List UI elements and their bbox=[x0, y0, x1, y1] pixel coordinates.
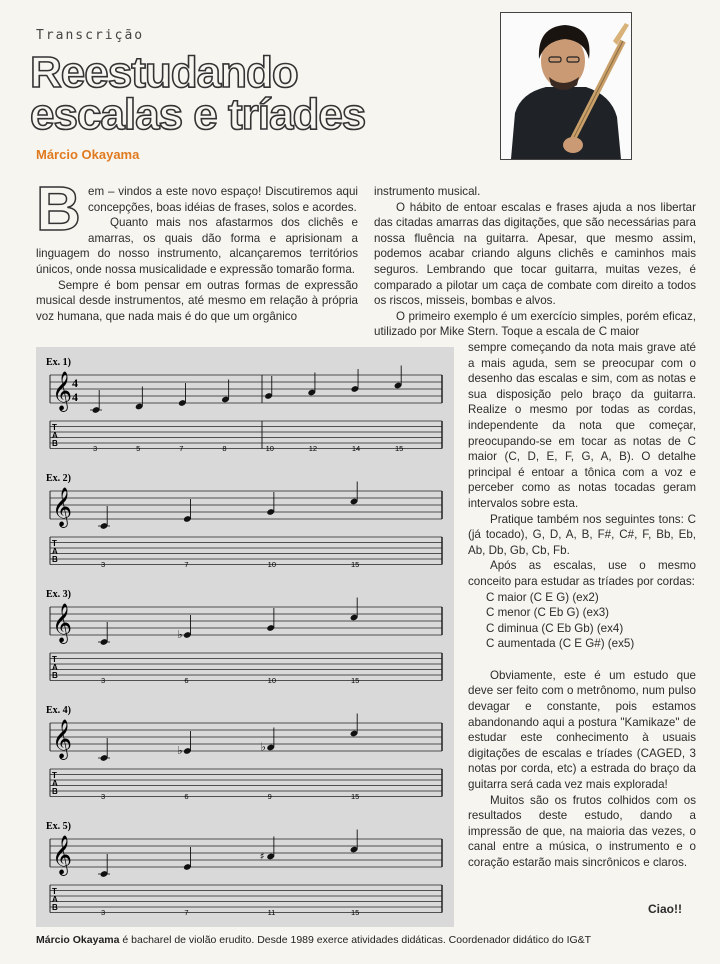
title-line-1: Reestudando bbox=[30, 48, 298, 97]
fret-number: 15 bbox=[351, 792, 360, 801]
flat-icon: ♭ bbox=[260, 740, 266, 754]
fret-number: 10 bbox=[267, 676, 277, 685]
title-line-2: escalas e tríades bbox=[30, 90, 366, 139]
guitarist-photo-icon bbox=[501, 13, 631, 159]
bio-text: é bacharel de violão erudito. Desde 1989 exerce atividades didáticas. Coordenador didático do IG&T bbox=[119, 934, 592, 946]
treble-clef-icon: 𝄞 bbox=[52, 835, 73, 875]
example-label: Ex. 4) bbox=[46, 705, 71, 716]
paragraph-keys: Pratique também nos seguintes tons: C (já tocado), G, D, A, B, F#, C#, F, Bb, Eb, Ab, Db, Gb, Cb, Fb. bbox=[468, 512, 696, 557]
triad-list bbox=[468, 590, 696, 652]
paragraph-expression: Sempre é bom pensar em outras formas de expressão musical desde instrumentos, até mesmo em relação à própria voz humana, que nada mais é do que um orgânico bbox=[36, 278, 358, 323]
tab-letter: A bbox=[52, 895, 58, 904]
fret-number: 14 bbox=[351, 444, 361, 453]
column-left bbox=[36, 175, 358, 324]
paragraph-metronome: Obviamente, este é um estudo que deve ser feito com o metrônomo, num pulso devagar e constante, pois estamos abandonando aqui a postura "Kamikaze" de estudar este conhecimento à usuais digitações de escalas e tríades (CAGED, 3 notas por corda, etc) a estrada do braço da guitarra será cada vez mais explorada! bbox=[468, 668, 696, 792]
fret-number: 15 bbox=[351, 560, 360, 569]
notation-svg bbox=[36, 347, 454, 927]
tab-letter: B bbox=[52, 787, 58, 796]
fret-number: 10 bbox=[265, 444, 274, 453]
fret-number: 5 bbox=[136, 444, 141, 453]
time-signature-top: 4 bbox=[72, 376, 78, 390]
fret-number: 6 bbox=[184, 792, 189, 801]
tab-letter: T bbox=[52, 423, 57, 432]
triad-item: C aumentada (C E G#) (ex5) bbox=[486, 637, 635, 651]
example-label: Ex. 3) bbox=[46, 589, 71, 600]
tab-letter: B bbox=[52, 555, 58, 564]
fret-number: 6 bbox=[184, 676, 189, 685]
paragraph-habit: O hábito de entoar escalas e frases ajuda a nos libertar das citadas amarras das digitações, que são necessárias para nossa fluência na guitarra. Apesar, que mesmo assim, podemos acabar criando alguns clichês e caminhos mais seguros. Lembrando que tocar guitarra, muitas vezes, é comparado a pilotar um caça de combate com direito a todos os riscos, misseis, bombas e alvos. bbox=[374, 200, 696, 308]
fret-number: 3 bbox=[101, 676, 106, 685]
example-label: Ex. 1) bbox=[46, 357, 71, 368]
fret-number: 7 bbox=[184, 908, 189, 917]
fret-number: 8 bbox=[222, 444, 227, 453]
tab-letter: A bbox=[52, 663, 58, 672]
triad-item: C maior (C E G) (ex2) bbox=[486, 590, 599, 604]
fret-number: 10 bbox=[267, 560, 277, 569]
fret-number: 3 bbox=[101, 560, 106, 569]
tab-letter: A bbox=[52, 431, 58, 440]
fret-number: 9 bbox=[267, 792, 272, 801]
section-label: Transcrição bbox=[36, 28, 145, 43]
fret-number: 15 bbox=[351, 908, 360, 917]
author-bio bbox=[36, 934, 591, 946]
paragraph-first-example: O primeiro exemplo é um exercício simples, porém eficaz, utilizado por Mike Stern. Toque a escala de C maior bbox=[374, 309, 696, 339]
music-examples-box bbox=[36, 347, 454, 927]
tab-letter: T bbox=[52, 887, 57, 896]
treble-clef-icon: 𝄞 bbox=[52, 487, 73, 527]
column-right-top bbox=[374, 184, 696, 340]
paragraph-cliches: Quanto mais nos afastarmos dos clichês e amarras, os quais dão forma e aprisionam a linguagem do nosso instrumento, alcançaremos territórios únicos, onde nossa musicalidade e expressão tomarão forma. bbox=[36, 216, 358, 276]
fret-number: 15 bbox=[395, 444, 404, 453]
paragraph-scale-instructions: sempre começando da nota mais grave até a mais aguda, sem se preocupar com o desenho das escalas e sim, com as notas e sua disposição pelo braço da guitarra. Realize o mesmo por todas as cordas, independente da nota que começar, preocupando-se em tocar as notas de C maior (C, D, E, F, G, A, B). O detalhe principal é entoar a tônica com a voz e perceber como as notas tocadas geram intervalos sobre esta. bbox=[468, 341, 696, 510]
treble-clef-icon: 𝄞 bbox=[52, 371, 73, 411]
fret-number: 15 bbox=[351, 676, 360, 685]
author-name: Márcio Okayama bbox=[36, 147, 140, 162]
paragraph-triads-intro: Após as escalas, use o mesmo conceito para estudar as tríades por cordas: bbox=[468, 559, 696, 588]
paragraph-welcome: em – vindos a este novo espaço! Discutiremos aqui concepções, boas idéias de frases, solos e acordes. bbox=[88, 185, 358, 214]
fret-number: 3 bbox=[101, 792, 106, 801]
drop-cap: B bbox=[36, 175, 81, 244]
fret-number: 7 bbox=[179, 444, 184, 453]
triad-item: C menor (C Eb G) (ex3) bbox=[486, 606, 610, 620]
fret-number: 12 bbox=[308, 444, 318, 453]
sharp-icon: ♯ bbox=[259, 851, 265, 863]
bio-name: Márcio Okayama bbox=[36, 934, 120, 946]
paragraph-continuation: instrumento musical. bbox=[374, 185, 481, 198]
paragraph-results: Muitos são os frutos colhidos com os resultados deste estudo, dando a impressão de que, na maioria das vezes, o canal entre a música, o instrumento e o coração estarão mais sincrônicos e claros. bbox=[468, 793, 696, 869]
flat-icon: ♭ bbox=[177, 628, 183, 641]
triad-item: C diminua (C Eb Gb) (ex4) bbox=[486, 621, 624, 635]
fret-number: 3 bbox=[93, 444, 98, 453]
author-photo bbox=[500, 12, 632, 160]
tab-letter: B bbox=[52, 903, 58, 912]
fret-number: 11 bbox=[267, 908, 276, 917]
flat-icon: ♭ bbox=[177, 744, 183, 757]
article-title bbox=[30, 48, 366, 139]
tab-letter: T bbox=[52, 771, 57, 780]
column-right-narrow bbox=[468, 340, 696, 871]
sign-off: Ciao!! bbox=[648, 902, 682, 916]
tab-letter: T bbox=[52, 655, 57, 664]
tab-letter: A bbox=[52, 547, 58, 556]
example-label: Ex. 2) bbox=[46, 473, 71, 484]
fret-number: 3 bbox=[101, 908, 106, 917]
time-signature-bottom: 4 bbox=[72, 390, 78, 404]
example-label: Ex. 5) bbox=[46, 821, 71, 832]
tab-letter: T bbox=[52, 539, 57, 548]
tab-letter: A bbox=[52, 779, 58, 788]
treble-clef-icon: 𝄞 bbox=[52, 719, 73, 759]
tab-letter: B bbox=[52, 439, 58, 448]
treble-clef-icon: 𝄞 bbox=[52, 603, 73, 643]
fret-number: 7 bbox=[184, 560, 189, 569]
tab-letter: B bbox=[52, 671, 58, 680]
